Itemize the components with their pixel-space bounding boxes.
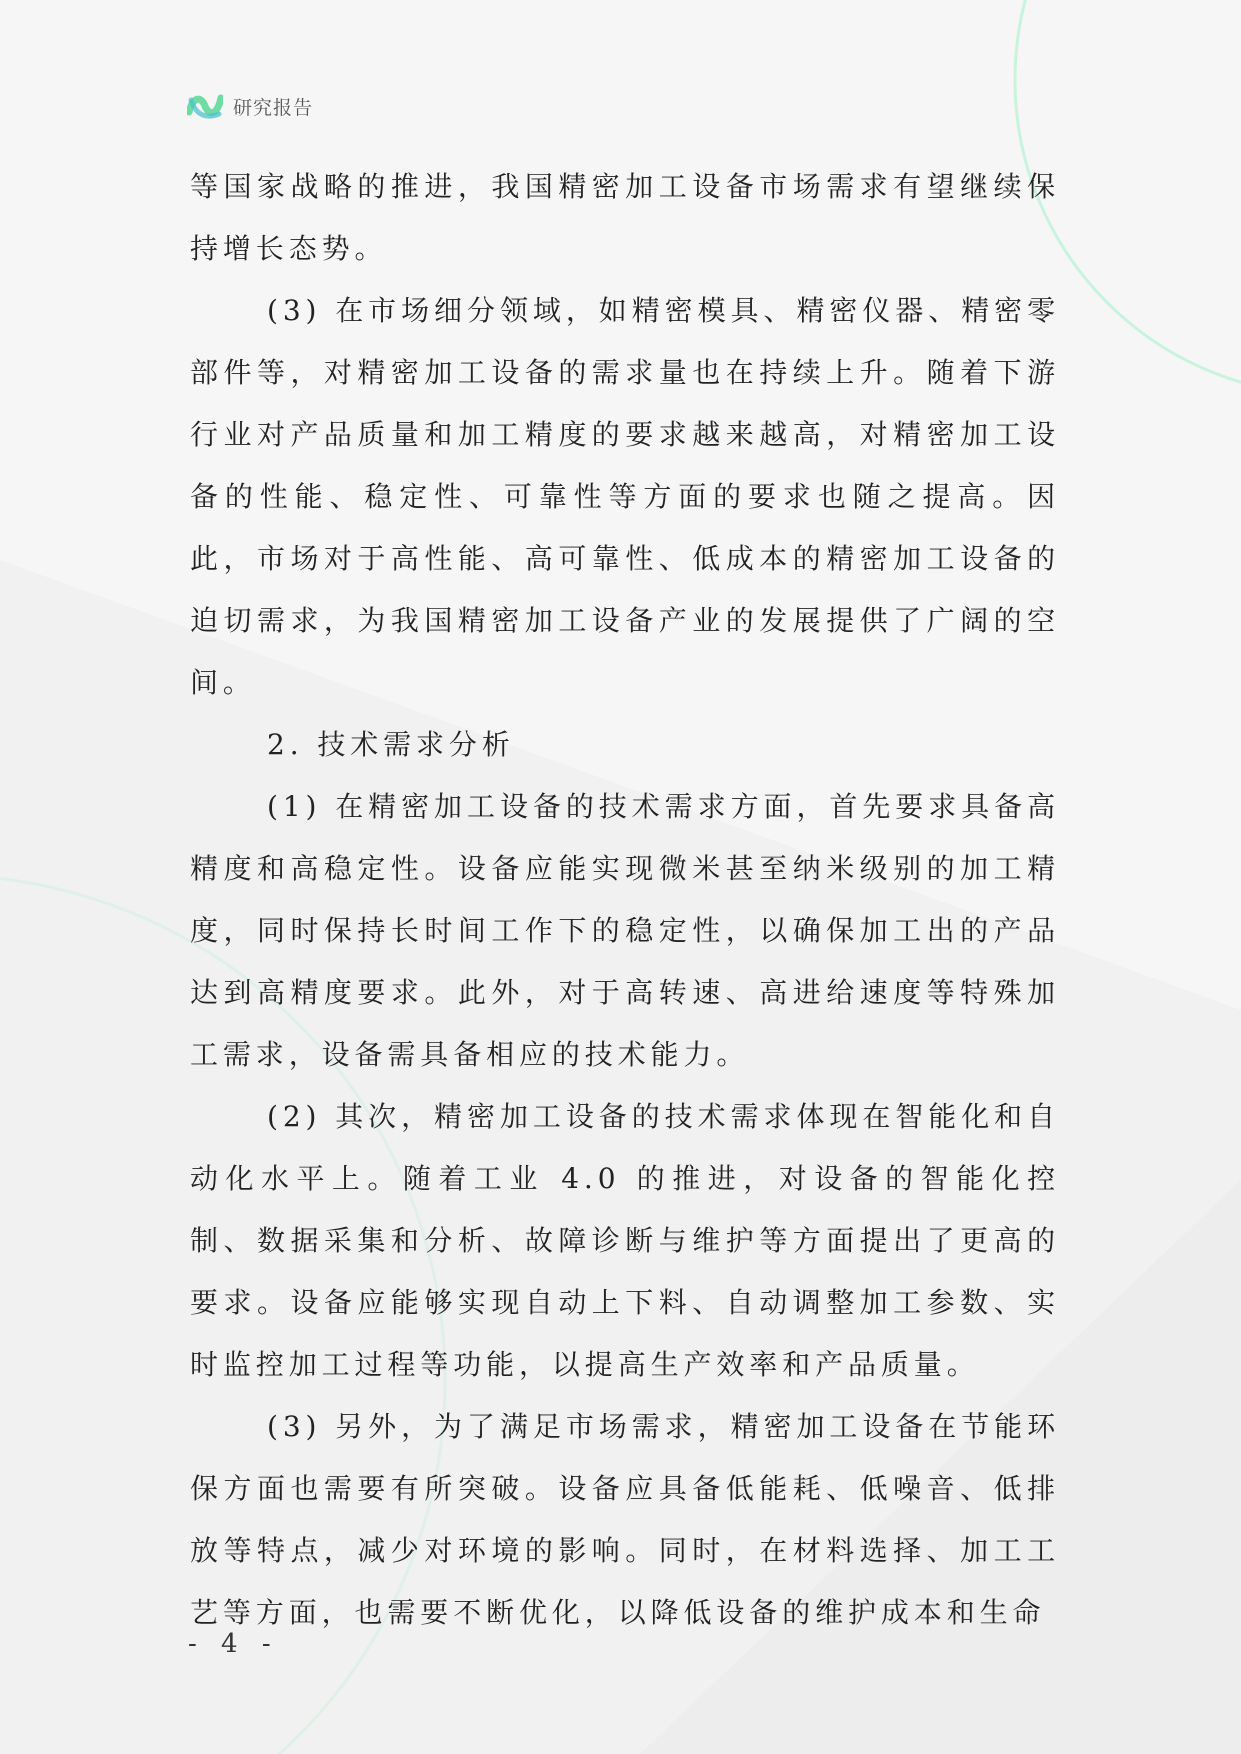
document-body <box>190 156 1060 1644</box>
paragraph-market-segments: (3) 在市场细分领域，如精密模具、精密仪器、精密零部件等，对精密加工设备的需求量也在持续上升。随着下游行业对产品质量和加工精度的要求越来越高，对精密加工设备的性能、稳定性、可靠性等方面的要求也随之提高。因此，市场对于高性能、高可靠性、低成本的精密加工设备的迫切需求，为我国精密加工设备产业的发展提供了广阔的空间。 <box>190 294 1060 699</box>
section-heading-tech-demand: 2. 技术需求分析 <box>267 728 515 761</box>
paragraph-intelligent-automation: (2) 其次，精密加工设备的技术需求体现在智能化和自动化水平上。随着工业 4.0 的推进，对设备的智能化控制、数据采集和分析、故障诊断与维护等方面提出了更高的要求。设备应能够实现自动上下料、自动调整加工参数、实时监控加工过程等功能，以提高生产效率和产品质量。 <box>190 1100 1060 1381</box>
brand-logo-icon <box>187 90 223 122</box>
paragraph-energy-saving: (3) 另外，为了满足市场需求，精密加工设备在节能环保方面也需要有所突破。设备应具备低能耗、低噪音、低排放等特点，减少对环境的影响。同时，在材料选择、加工工艺等方面，也需要不断优化，以降低设备的维护成本和生命 <box>190 1410 1060 1629</box>
paragraph-continuation: 等国家战略的推进，我国精密加工设备市场需求有望继续保持增长态势。 <box>190 170 1060 265</box>
page-number: - 4 - <box>188 1629 279 1659</box>
paragraph-precision-stability: (1) 在精密加工设备的技术需求方面，首先要求具备高精度和高稳定性。设备应能实现微米甚至纳米级别的加工精度，同时保持长时间工作下的稳定性，以确保加工出的产品达到高精度要求。此外，对于高转速、高进给速度等特殊加工需求，设备需具备相应的技术能力。 <box>190 790 1060 1071</box>
report-header <box>187 88 313 124</box>
header-title: 研究报告 <box>233 96 314 119</box>
